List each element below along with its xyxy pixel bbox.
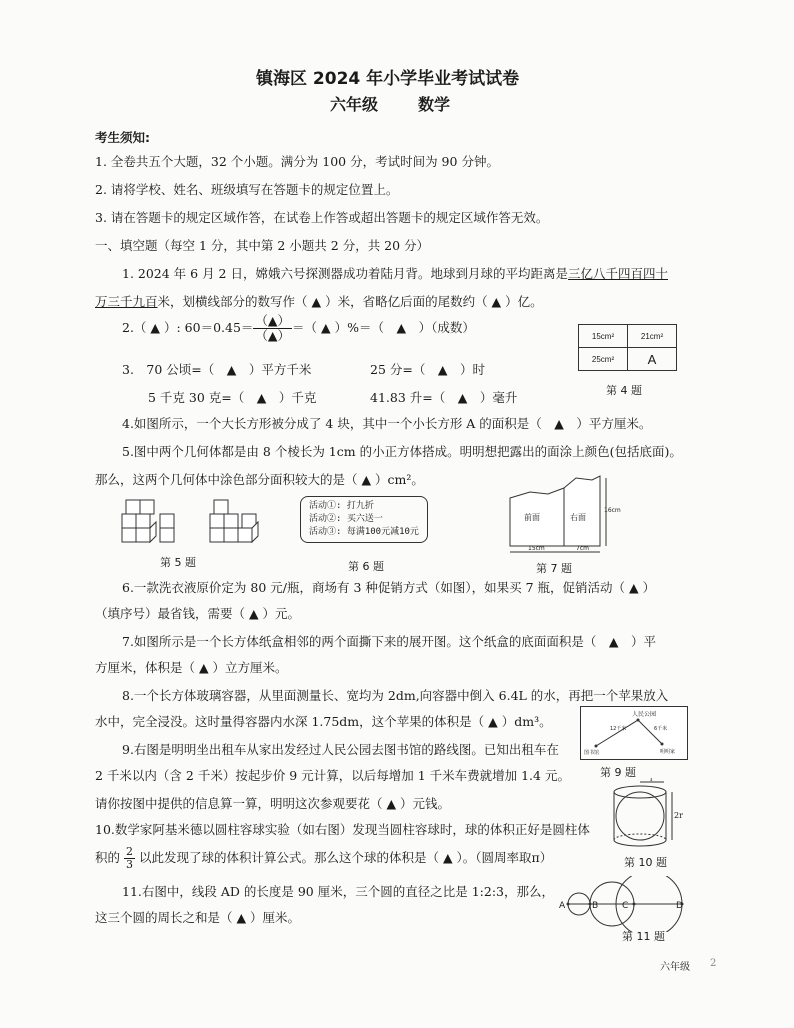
figure-5-caption: 第 5 题 — [160, 556, 196, 569]
question-6-line1: 6.一款洗衣液原价定为 80 元/瓶，商场有 3 种促销方式（如图），如果买 7 瓶，促销活动（ ▲ ） — [122, 580, 656, 595]
question-9-line3: 请你按图中提供的信息算一算，明明这次参观要花（ ▲ ）元钱。 — [95, 796, 451, 811]
promo-line: 活动②: 买六送一 — [309, 514, 383, 524]
page-title: 镇海区 2024 年小学毕业考试试卷 — [256, 69, 520, 89]
height-label: 16cm — [604, 507, 621, 514]
question-3d: 41.83 升=（ ▲ ）毫升 — [370, 390, 518, 405]
question-3a: 3. 70 公顷=（ ▲ ）平方千米 — [122, 362, 312, 377]
point-label: D — [676, 901, 683, 911]
footer-page-number: 2 — [710, 958, 717, 969]
figure-11-caption: 第 11 题 — [622, 930, 665, 943]
fraction-numerator: 2 — [126, 845, 133, 858]
question-2 — [122, 314, 475, 343]
question-2-suffix: ＝（ ▲ ）%＝（ ▲ ）（成数） — [292, 319, 475, 335]
question-2-prefix: 2.（ ▲ ）: 60＝0.45＝ — [122, 319, 254, 335]
question-4: 4.如图所示，一个大长方形被分成了 4 块，其中一个小长方形 A 的面积是（ ▲ ）平方厘米。 — [122, 416, 652, 431]
home-label: 明明家 — [660, 749, 676, 755]
figure-6-caption: 第 6 题 — [348, 560, 384, 573]
grid-cell: 21cm² — [628, 325, 677, 348]
footer-grade: 六年级 — [660, 962, 690, 973]
question-7-line2: 方厘米，体积是（ ▲ ）立方厘米。 — [95, 660, 288, 675]
question-10-text: 积的 — [95, 850, 121, 866]
figure-7-net — [500, 468, 626, 560]
question-8-line1: 8.一个长方体玻璃容器，从里面测量长、宽均为 2dm,向容器中倒入 6.4L 的水，再把一个苹果放入 — [122, 688, 669, 703]
front-face-label: 前面 — [524, 513, 540, 522]
question-3b: 25 分=（ ▲ ）时 — [370, 362, 485, 377]
question-9-line1: 9.右图是明明坐出租车从家出发经过人民公园去图书馆的路线图。已知出租车在 — [122, 742, 559, 757]
figure-5-solids — [118, 496, 278, 554]
question-10-line1: 10.数学家阿基米德以圆柱容球实验（如右图）发现当圆柱容球时，球的体积正好是圆柱体 — [95, 822, 590, 837]
question-1-line1 — [122, 264, 668, 282]
underlined-number: 三亿八千四百四十 — [568, 266, 669, 281]
fraction-denominator: （▲） — [255, 327, 291, 343]
question-11-line1: 11.右图中，线段 AD 的长度是 90 厘米，三个圆的直径之比是 1:2:3，那么， — [122, 884, 554, 899]
question-5-line1: 5.图中两个几何体都是由 8 个棱长为 1cm 的小正方体搭成。明明想把露出的面涂上颜色(包括底面)。 — [122, 444, 682, 459]
figure-10-caption: 第 10 题 — [624, 856, 667, 869]
grid-cell: A — [628, 348, 677, 371]
promo-line: 活动③: 每满100元减10元 — [309, 527, 419, 537]
question-10-line2 — [95, 846, 552, 871]
question-11-line2: 这三个圆的周长之和是（ ▲ ）厘米。 — [95, 910, 301, 925]
question-1-text: 1. 2024 年 6 月 2 日，嫦娥六号探测器成功着陆月背。地球到月球的平均距离是 — [122, 266, 568, 281]
question-5-line2: 那么，这两个几何体中涂色部分面积较大的是（ ▲ ）cm²。 — [95, 472, 424, 487]
question-9-line2: 2 千米以内（含 2 千米）按起步价 9 元计算，以后每增加 1 千米车费就增加 1.4 元。 — [95, 768, 570, 783]
question-6-line2: （填序号）最省钱，需要（ ▲ ）元。 — [95, 606, 301, 621]
figure-4-grid — [578, 324, 677, 371]
fraction-denominator: 3 — [126, 858, 133, 872]
right-face-label: 右面 — [570, 513, 586, 522]
width-label-1: 15cm — [528, 545, 545, 552]
point-label: B — [592, 901, 599, 911]
notice-item: 2. 请将学校、姓名、班级填写在答题卡的规定位置上。 — [95, 182, 399, 197]
notice-heading: 考生须知: — [95, 130, 150, 145]
figure-9-route — [580, 706, 688, 760]
fraction — [124, 846, 135, 871]
point-label: C — [622, 901, 629, 911]
park-label: 人民公园 — [632, 711, 657, 718]
grid-cell: 15cm² — [579, 325, 628, 348]
section-heading: 一、填空题（每空 1 分，其中第 2 小题共 2 分，共 20 分） — [95, 238, 430, 253]
figure-10-cylinder — [608, 778, 688, 854]
notice-item: 3. 请在答题卡的规定区域作答，在试卷上作答或超出答题卡的规定区域作答无效。 — [95, 210, 549, 225]
grade-label: 六年级 — [330, 95, 379, 114]
point-label: A — [559, 901, 566, 911]
question-3c: 5 千克 30 克=（ ▲ ）千克 — [148, 390, 317, 405]
promo-line: 活动①: 打九折 — [309, 501, 374, 511]
subject-label: 数学 — [418, 95, 451, 114]
question-10-text: 以此发现了球的体积计算公式。那么这个球的体积是（ ▲ ）。（圆周率取π） — [138, 850, 553, 866]
underlined-number: 万三千九百 — [95, 294, 158, 309]
radius-label: r — [650, 778, 654, 783]
figure-4-caption: 第 4 题 — [606, 384, 642, 397]
distance-2: 6千米 — [654, 726, 668, 732]
question-1-text: 米，划横线部分的数写作（ ▲ ）米，省略亿后面的尾数约（ ▲ ）亿。 — [157, 294, 543, 309]
distance-1: 12千米 — [610, 726, 627, 732]
figure-9-caption: 第 9 题 — [600, 766, 636, 779]
question-1-line2 — [95, 292, 543, 310]
library-label: 图书馆 — [584, 750, 600, 756]
fraction — [253, 314, 292, 343]
fraction-numerator: （▲） — [255, 313, 291, 328]
figure-11-circles — [558, 876, 688, 932]
width-label-2: 7cm — [576, 545, 589, 552]
notice-item: 1. 全卷共五个大题，32 个小题。满分为 100 分，考试时间为 90 分钟。 — [95, 154, 499, 169]
figure-6-promotions — [300, 496, 428, 543]
grid-cell: 25cm² — [579, 348, 628, 371]
figure-7-caption: 第 7 题 — [536, 562, 572, 575]
question-7-line1: 7.如图所示是一个长方体纸盒相邻的两个面撕下来的展开图。这个纸盒的底面面积是（ ▲ ）平 — [122, 634, 657, 649]
question-8-line2: 水中，完全浸没。这时量得容器内水深 1.75dm，这个苹果的体积是（ ▲ ）dm³。 — [95, 714, 552, 729]
height-label: 2r — [674, 811, 683, 820]
